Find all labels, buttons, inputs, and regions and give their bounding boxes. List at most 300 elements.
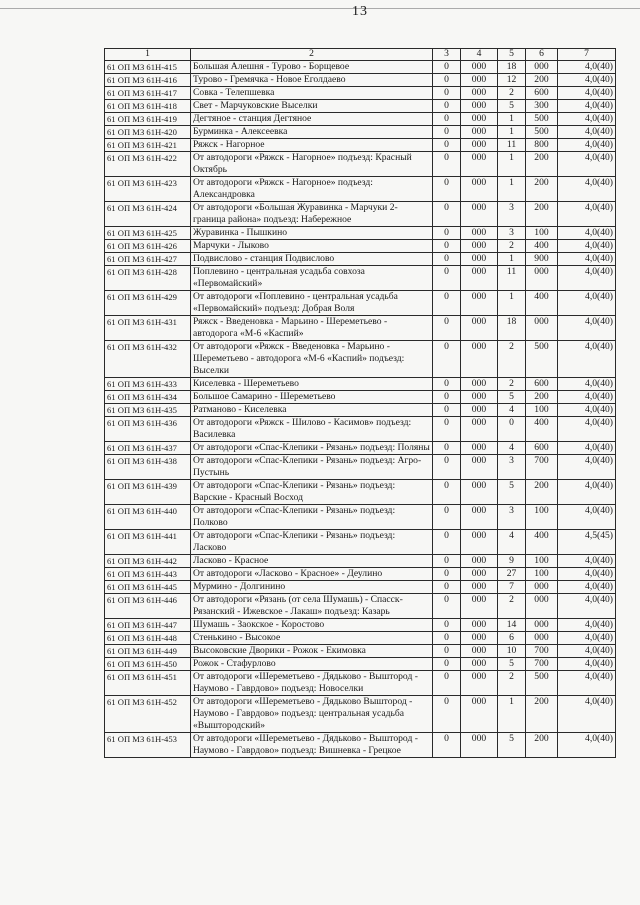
value-col7: 4,0(40) [558, 619, 616, 632]
value-col6: 600 [526, 378, 558, 391]
value-col5: 5 [498, 658, 526, 671]
value-col5: 1 [498, 253, 526, 266]
value-col7: 4,0(40) [558, 74, 616, 87]
road-id: 61 ОП МЗ 61Н-451 [105, 671, 191, 696]
road-id: 61 ОП МЗ 61Н-448 [105, 632, 191, 645]
value-col7: 4,0(40) [558, 404, 616, 417]
col-header-4: 4 [461, 49, 498, 61]
road-id: 61 ОП МЗ 61Н-453 [105, 733, 191, 758]
value-col7: 4,0(40) [558, 87, 616, 100]
col-header-5: 5 [498, 49, 526, 61]
road-id: 61 ОП МЗ 61Н-425 [105, 227, 191, 240]
value-col5: 1 [498, 152, 526, 177]
value-col3: 0 [433, 594, 461, 619]
road-name: От автодороги «Ласково - Красное» - Деулино [191, 568, 433, 581]
value-col6: 200 [526, 696, 558, 733]
table-row [105, 555, 616, 568]
road-name: Дегтяное - станция Дегтяное [191, 113, 433, 126]
road-name: От автодороги «Ряжск - Шилово - Касимов» подъезд: Василевка [191, 417, 433, 442]
road-name: Большое Самарино - Шереметьево [191, 391, 433, 404]
value-col7: 4,0(40) [558, 696, 616, 733]
value-col7: 4,0(40) [558, 227, 616, 240]
value-col5: 18 [498, 61, 526, 74]
table-row [105, 87, 616, 100]
value-col5: 1 [498, 291, 526, 316]
road-id: 61 ОП МЗ 61Н-434 [105, 391, 191, 404]
table-row [105, 733, 616, 758]
value-col7: 4,0(40) [558, 594, 616, 619]
road-registry-table [104, 48, 616, 758]
value-col6: 100 [526, 568, 558, 581]
value-col6: 100 [526, 505, 558, 530]
value-col3: 0 [433, 696, 461, 733]
table-row [105, 581, 616, 594]
value-col6: 400 [526, 240, 558, 253]
value-col7: 4,0(40) [558, 378, 616, 391]
road-name: Бурминка - Алексеевка [191, 126, 433, 139]
table-row [105, 480, 616, 505]
value-col3: 0 [433, 619, 461, 632]
value-col5: 0 [498, 417, 526, 442]
value-col3: 0 [433, 139, 461, 152]
value-col4: 000 [461, 658, 498, 671]
value-col5: 2 [498, 671, 526, 696]
value-col3: 0 [433, 113, 461, 126]
table-row [105, 619, 616, 632]
value-col3: 0 [433, 378, 461, 391]
value-col7: 4,0(40) [558, 139, 616, 152]
road-id: 61 ОП МЗ 61Н-431 [105, 316, 191, 341]
value-col5: 10 [498, 645, 526, 658]
value-col6: 200 [526, 74, 558, 87]
value-col3: 0 [433, 391, 461, 404]
value-col4: 000 [461, 581, 498, 594]
value-col6: 400 [526, 417, 558, 442]
value-col5: 2 [498, 378, 526, 391]
value-col6: 000 [526, 61, 558, 74]
road-name: Поплевино - центральная усадьба совхоза «Первомайский» [191, 266, 433, 291]
value-col7: 4,0(40) [558, 555, 616, 568]
value-col4: 000 [461, 632, 498, 645]
table-row [105, 594, 616, 619]
road-id: 61 ОП МЗ 61Н-435 [105, 404, 191, 417]
value-col3: 0 [433, 316, 461, 341]
road-name: Киселевка - Шереметьево [191, 378, 433, 391]
value-col4: 000 [461, 645, 498, 658]
road-id: 61 ОП МЗ 61Н-423 [105, 177, 191, 202]
road-name: От автодороги «Спас-Клепики - Рязань» подъезд: Поляны [191, 442, 433, 455]
value-col6: 700 [526, 455, 558, 480]
value-col6: 400 [526, 530, 558, 555]
road-id: 61 ОП МЗ 61Н-420 [105, 126, 191, 139]
value-col5: 2 [498, 341, 526, 378]
value-col5: 3 [498, 505, 526, 530]
table-row [105, 378, 616, 391]
value-col5: 11 [498, 139, 526, 152]
value-col5: 1 [498, 696, 526, 733]
road-id: 61 ОП МЗ 61Н-428 [105, 266, 191, 291]
value-col4: 000 [461, 341, 498, 378]
table-row [105, 391, 616, 404]
value-col3: 0 [433, 227, 461, 240]
value-col7: 4,0(40) [558, 126, 616, 139]
value-col6: 200 [526, 391, 558, 404]
value-col5: 5 [498, 733, 526, 758]
value-col7: 4,0(40) [558, 505, 616, 530]
value-col7: 4,0(40) [558, 152, 616, 177]
road-name: От автодороги «Спас-Клепики - Рязань» подъезд: Агро-Пустынь [191, 455, 433, 480]
value-col7: 4,0(40) [558, 733, 616, 758]
value-col3: 0 [433, 568, 461, 581]
value-col4: 000 [461, 152, 498, 177]
table-row [105, 645, 616, 658]
value-col3: 0 [433, 632, 461, 645]
value-col4: 000 [461, 126, 498, 139]
value-col6: 000 [526, 619, 558, 632]
value-col4: 000 [461, 568, 498, 581]
road-id: 61 ОП МЗ 61Н-422 [105, 152, 191, 177]
value-col5: 5 [498, 480, 526, 505]
road-id: 61 ОП МЗ 61Н-419 [105, 113, 191, 126]
table-row [105, 100, 616, 113]
table-row [105, 74, 616, 87]
value-col3: 0 [433, 87, 461, 100]
value-col3: 0 [433, 581, 461, 594]
road-id: 61 ОП МЗ 61Н-421 [105, 139, 191, 152]
value-col3: 0 [433, 442, 461, 455]
value-col4: 000 [461, 266, 498, 291]
value-col5: 3 [498, 202, 526, 227]
table-row [105, 568, 616, 581]
value-col3: 0 [433, 480, 461, 505]
value-col4: 000 [461, 253, 498, 266]
value-col4: 000 [461, 417, 498, 442]
value-col5: 11 [498, 266, 526, 291]
road-id: 61 ОП МЗ 61Н-437 [105, 442, 191, 455]
value-col4: 000 [461, 61, 498, 74]
table-row [105, 113, 616, 126]
value-col5: 1 [498, 113, 526, 126]
value-col6: 200 [526, 202, 558, 227]
value-col3: 0 [433, 74, 461, 87]
road-name: Журавинка - Пышкино [191, 227, 433, 240]
road-name: От автодороги «Рязань (от села Шумашь) - Спасск-Рязанский - Ижевское - Лакаш» подъезд: Казарь [191, 594, 433, 619]
value-col5: 2 [498, 594, 526, 619]
road-id: 61 ОП МЗ 61Н-439 [105, 480, 191, 505]
value-col3: 0 [433, 733, 461, 758]
value-col7: 4,0(40) [558, 266, 616, 291]
road-name: От автодороги «Шереметьево - Дядьково Выштород - Наумово - Гаврдово» подъезд: центральная усадьба «Выштородский» [191, 696, 433, 733]
value-col3: 0 [433, 505, 461, 530]
value-col3: 0 [433, 202, 461, 227]
road-id: 61 ОП МЗ 61Н-426 [105, 240, 191, 253]
road-id: 61 ОП МЗ 61Н-432 [105, 341, 191, 378]
table-row [105, 253, 616, 266]
value-col6: 600 [526, 87, 558, 100]
road-name: Большая Алешня - Турово - Борщевое [191, 61, 433, 74]
value-col7: 4,0(40) [558, 61, 616, 74]
value-col4: 000 [461, 227, 498, 240]
road-name: От автодороги «Спас-Клепики - Рязань» подъезд: Варские - Красный Восход [191, 480, 433, 505]
road-name: От автодороги «Спас-Клепики - Рязань» подъезд: Ласково [191, 530, 433, 555]
value-col6: 200 [526, 733, 558, 758]
col-header-3: 3 [433, 49, 461, 61]
value-col6: 900 [526, 253, 558, 266]
value-col4: 000 [461, 733, 498, 758]
value-col4: 000 [461, 480, 498, 505]
value-col4: 000 [461, 378, 498, 391]
value-col7: 4,0(40) [558, 100, 616, 113]
road-id: 61 ОП МЗ 61Н-438 [105, 455, 191, 480]
road-id: 61 ОП МЗ 61Н-446 [105, 594, 191, 619]
table-row [105, 126, 616, 139]
value-col7: 4,0(40) [558, 291, 616, 316]
road-id: 61 ОП МЗ 61Н-436 [105, 417, 191, 442]
road-id: 61 ОП МЗ 61Н-445 [105, 581, 191, 594]
table-row [105, 152, 616, 177]
value-col4: 000 [461, 555, 498, 568]
road-name: От автодороги «Ряжск - Нагорное» подъезд: Красный Октябрь [191, 152, 433, 177]
table-row [105, 455, 616, 480]
value-col7: 4,0(40) [558, 480, 616, 505]
value-col6: 000 [526, 594, 558, 619]
road-name: Стенькино - Высокое [191, 632, 433, 645]
value-col6: 700 [526, 645, 558, 658]
road-name: Ласково - Красное [191, 555, 433, 568]
value-col7: 4,0(40) [558, 417, 616, 442]
value-col6: 100 [526, 404, 558, 417]
road-id: 61 ОП МЗ 61Н-443 [105, 568, 191, 581]
table-row [105, 139, 616, 152]
value-col5: 5 [498, 100, 526, 113]
value-col3: 0 [433, 341, 461, 378]
value-col4: 000 [461, 442, 498, 455]
value-col6: 300 [526, 100, 558, 113]
road-id: 61 ОП МЗ 61Н-418 [105, 100, 191, 113]
col-header-1: 1 [105, 49, 191, 61]
road-name: Ратманово - Киселевка [191, 404, 433, 417]
value-col6: 000 [526, 266, 558, 291]
value-col6: 700 [526, 658, 558, 671]
value-col3: 0 [433, 530, 461, 555]
value-col6: 100 [526, 227, 558, 240]
value-col4: 000 [461, 391, 498, 404]
table-row [105, 227, 616, 240]
road-id: 61 ОП МЗ 61Н-442 [105, 555, 191, 568]
table-row [105, 291, 616, 316]
road-name: Мурмино - Долгинино [191, 581, 433, 594]
road-id: 61 ОП МЗ 61Н-450 [105, 658, 191, 671]
value-col4: 000 [461, 202, 498, 227]
value-col4: 000 [461, 291, 498, 316]
road-id: 61 ОП МЗ 61Н-440 [105, 505, 191, 530]
road-name: От автодороги «Шереметьево - Дядьково - Выштород - Наумово - Гаврдово» подъезд: Новоселки [191, 671, 433, 696]
value-col5: 27 [498, 568, 526, 581]
value-col3: 0 [433, 61, 461, 74]
road-id: 61 ОП МЗ 61Н-452 [105, 696, 191, 733]
value-col7: 4,0(40) [558, 581, 616, 594]
road-name: От автодороги «Ряжск - Введеновка - Марьино - Шереметьево - автодорога «М-6 «Каспий» подъезд: Выселки [191, 341, 433, 378]
value-col4: 000 [461, 316, 498, 341]
value-col4: 000 [461, 594, 498, 619]
value-col3: 0 [433, 658, 461, 671]
value-col3: 0 [433, 417, 461, 442]
value-col5: 2 [498, 87, 526, 100]
value-col3: 0 [433, 671, 461, 696]
table-row [105, 417, 616, 442]
road-name: От автодороги «Ряжск - Нагорное» подъезд: Александровка [191, 177, 433, 202]
value-col6: 200 [526, 480, 558, 505]
road-id: 61 ОП МЗ 61Н-424 [105, 202, 191, 227]
value-col7: 4,0(40) [558, 568, 616, 581]
value-col6: 600 [526, 442, 558, 455]
table-row [105, 671, 616, 696]
value-col5: 3 [498, 227, 526, 240]
road-name: Рожок - Стафурлово [191, 658, 433, 671]
value-col3: 0 [433, 240, 461, 253]
value-col6: 400 [526, 291, 558, 316]
table-row [105, 266, 616, 291]
value-col5: 9 [498, 555, 526, 568]
value-col6: 100 [526, 555, 558, 568]
road-id: 61 ОП МЗ 61Н-447 [105, 619, 191, 632]
road-id: 61 ОП МЗ 61Н-416 [105, 74, 191, 87]
value-col4: 000 [461, 87, 498, 100]
value-col4: 000 [461, 100, 498, 113]
value-col5: 18 [498, 316, 526, 341]
value-col7: 4,0(40) [558, 316, 616, 341]
road-id: 61 ОП МЗ 61Н-449 [105, 645, 191, 658]
value-col7: 4,0(40) [558, 658, 616, 671]
road-name: От автодороги «Поплевино - центральная усадьба «Первомайский» подъезд: Добрая Воля [191, 291, 433, 316]
value-col3: 0 [433, 455, 461, 480]
table-row [105, 177, 616, 202]
value-col4: 000 [461, 696, 498, 733]
value-col5: 6 [498, 632, 526, 645]
value-col7: 4,0(40) [558, 253, 616, 266]
value-col5: 2 [498, 240, 526, 253]
value-col5: 12 [498, 74, 526, 87]
road-name: Марчуки - Лыково [191, 240, 433, 253]
value-col6: 000 [526, 632, 558, 645]
value-col6: 500 [526, 671, 558, 696]
table-row [105, 505, 616, 530]
value-col5: 5 [498, 391, 526, 404]
value-col3: 0 [433, 404, 461, 417]
col-header-2: 2 [191, 49, 433, 61]
value-col6: 500 [526, 341, 558, 378]
value-col7: 4,0(40) [558, 177, 616, 202]
value-col3: 0 [433, 253, 461, 266]
value-col6: 000 [526, 581, 558, 594]
table-row [105, 530, 616, 555]
value-col4: 000 [461, 505, 498, 530]
value-col6: 500 [526, 126, 558, 139]
value-col4: 000 [461, 177, 498, 202]
table-row [105, 658, 616, 671]
value-col7: 4,0(40) [558, 455, 616, 480]
col-header-7: 7 [558, 49, 616, 61]
header-row [105, 49, 616, 61]
value-col7: 4,0(40) [558, 202, 616, 227]
value-col6: 500 [526, 113, 558, 126]
value-col5: 1 [498, 126, 526, 139]
value-col5: 1 [498, 177, 526, 202]
value-col3: 0 [433, 126, 461, 139]
table-row [105, 61, 616, 74]
page-number: 13 [352, 4, 368, 19]
value-col3: 0 [433, 177, 461, 202]
table-row [105, 696, 616, 733]
table-row [105, 632, 616, 645]
road-name: От автодороги «Спас-Клепики - Рязань» подъезд: Полково [191, 505, 433, 530]
value-col7: 4,0(40) [558, 113, 616, 126]
value-col7: 4,0(40) [558, 645, 616, 658]
value-col5: 14 [498, 619, 526, 632]
value-col3: 0 [433, 100, 461, 113]
value-col5: 4 [498, 530, 526, 555]
value-col7: 4,0(40) [558, 341, 616, 378]
value-col5: 4 [498, 442, 526, 455]
value-col4: 000 [461, 530, 498, 555]
road-name: От автодороги «Большая Журавинка - Марчуки 2-граница района» подъезд: Набережное [191, 202, 433, 227]
value-col7: 4,0(40) [558, 240, 616, 253]
scan-border-line [0, 8, 640, 9]
road-id: 61 ОП МЗ 61Н-441 [105, 530, 191, 555]
value-col4: 000 [461, 139, 498, 152]
value-col4: 000 [461, 240, 498, 253]
road-id: 61 ОП МЗ 61Н-433 [105, 378, 191, 391]
table-row [105, 404, 616, 417]
value-col4: 000 [461, 113, 498, 126]
value-col3: 0 [433, 645, 461, 658]
table-row [105, 202, 616, 227]
col-header-6: 6 [526, 49, 558, 61]
value-col7: 4,0(40) [558, 632, 616, 645]
value-col3: 0 [433, 291, 461, 316]
road-name: Шумашь - Заокское - Коростово [191, 619, 433, 632]
table-row [105, 316, 616, 341]
value-col5: 4 [498, 404, 526, 417]
road-name: Ряжск - Введеновка - Марьино - Шереметьево - автодорога «М-6 «Каспий» [191, 316, 433, 341]
road-name: Совка - Телепшевка [191, 87, 433, 100]
value-col6: 800 [526, 139, 558, 152]
road-name: Турово - Гремячка - Новое Еголдаево [191, 74, 433, 87]
value-col7: 4,0(40) [558, 671, 616, 696]
road-name: Высоковские Дворики - Рожок - Екимовка [191, 645, 433, 658]
value-col4: 000 [461, 619, 498, 632]
value-col5: 7 [498, 581, 526, 594]
value-col7: 4,0(40) [558, 391, 616, 404]
road-name: Ряжск - Нагорное [191, 139, 433, 152]
road-name: Свет - Марчуковские Выселки [191, 100, 433, 113]
table-row [105, 442, 616, 455]
value-col3: 0 [433, 555, 461, 568]
value-col4: 000 [461, 404, 498, 417]
road-id: 61 ОП МЗ 61Н-427 [105, 253, 191, 266]
value-col6: 200 [526, 152, 558, 177]
value-col4: 000 [461, 455, 498, 480]
value-col4: 000 [461, 74, 498, 87]
value-col3: 0 [433, 152, 461, 177]
road-id: 61 ОП МЗ 61Н-415 [105, 61, 191, 74]
table-row [105, 341, 616, 378]
value-col5: 3 [498, 455, 526, 480]
value-col3: 0 [433, 266, 461, 291]
road-name: От автодороги «Шереметьево - Дядьково - Выштород - Наумово - Гаврдово» подъезд: Вишневка - Грецкое [191, 733, 433, 758]
value-col7: 4,0(40) [558, 442, 616, 455]
value-col6: 000 [526, 316, 558, 341]
